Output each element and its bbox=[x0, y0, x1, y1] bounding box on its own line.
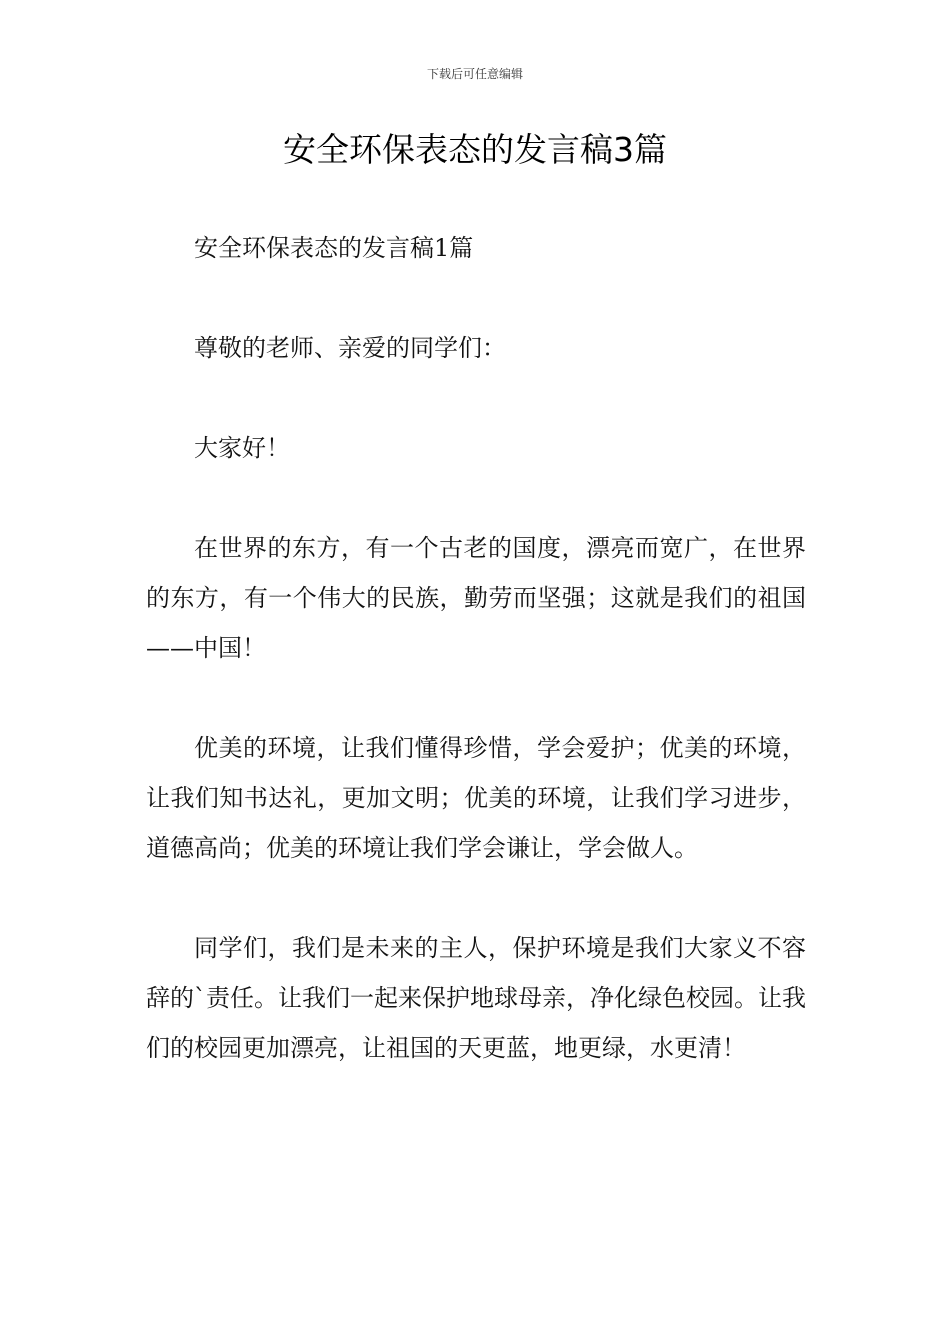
section-heading: 安全环保表态的发言稿1篇 bbox=[194, 234, 474, 262]
paragraph-1: 在世界的东方，有一个古老的国度，漂亮而宽广，在世界的东方，有一个伟大的民族，勤劳而坚强；这就是我们的祖国——中国！ bbox=[146, 534, 806, 662]
salutation: 尊敬的老师、亲爱的同学们： bbox=[194, 334, 506, 362]
paragraph-2: 优美的环境，让我们懂得珍惜，学会爱护；优美的环境，让我们知书达礼，更加文明；优美的环境，让我们学习进步，道德高尚；优美的环境让我们学会谦让，学会做人。 bbox=[146, 734, 806, 862]
document-title: 安全环保表态的发言稿3篇 bbox=[283, 130, 667, 169]
paragraph-3: 同学们，我们是未来的主人，保护环境是我们大家义不容辞的`责任。让我们一起来保护地球母亲，净化绿色校园。让我们的校园更加漂亮，让祖国的天更蓝，地更绿，水更清！ bbox=[146, 934, 806, 1062]
greeting: 大家好！ bbox=[194, 434, 290, 462]
document-body bbox=[146, 223, 806, 1123]
header-note: 下载后可任意编辑 bbox=[426, 67, 523, 81]
